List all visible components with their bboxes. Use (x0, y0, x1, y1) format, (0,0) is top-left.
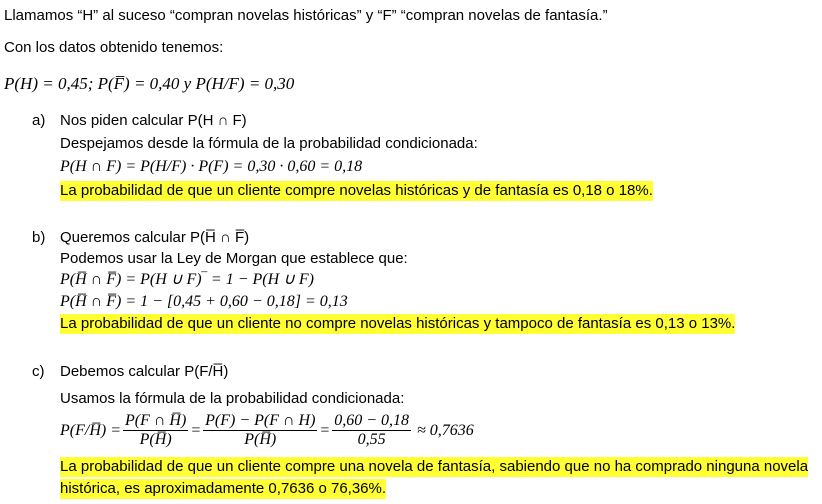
intro-line-1: Llamamos “H” al suceso “compran novelas históricas” y “F” “compran novelas de fantasía.” (4, 7, 608, 24)
part-a-label: a) (32, 112, 46, 129)
part-b-text: Podemos usar la Ley de Morgan que establece que: (60, 250, 408, 267)
fraction-2-denominator: P(H̅) (244, 431, 277, 448)
part-c-result-line-1: La probabilidad de que un cliente compre una novela de fantasía, sabiendo que no ha comprado ninguna novela (60, 458, 809, 475)
part-a-title: Nos piden calcular P(H ∩ F) (60, 112, 247, 129)
part-c-title: Debemos calcular P(F/H̅) (60, 363, 229, 380)
fraction-1-numerator: P(F ∩ H̅) (125, 412, 187, 429)
intro-line-2: Con los datos obtenido tenemos: (4, 39, 224, 56)
part-b-result: La probabilidad de que un cliente no compre novelas históricas y tampoco de fantasía es 0,13 o 13%. (60, 315, 736, 332)
fraction-2 (203, 412, 317, 449)
fraction-1-denominator: P(H̅) (139, 431, 172, 448)
part-a-text: Despejamos desde la fórmula de la probabilidad condicionada: (60, 135, 478, 152)
fraction-3-denominator: 0,55 (357, 431, 386, 448)
part-b-formula-2: P(H̅ ∩ F̅) = 1 − [0,45 + 0,60 − 0,18] = 0,13 (60, 293, 348, 310)
part-c-result-line-2: histórica, es aproximadamente 0,7636 o 76,36%. (60, 480, 387, 497)
part-b-formula-1: P(H̅ ∩ F̅) = P(H ∪ F)‾ = 1 − P(H ∪ F) (60, 271, 314, 288)
fraction-1 (123, 412, 188, 449)
fraction-3 (332, 412, 411, 449)
part-c-lhs: P(F/H̅) = (60, 421, 121, 439)
approx-value: ≈ 0,7636 (417, 421, 474, 439)
part-b-title: Queremos calcular P(H̅ ∩ F̅) (60, 229, 250, 246)
fraction-2-numerator: P(F) − P(F ∩ H) (205, 412, 316, 429)
part-a-formula: P(H ∩ F) = P(H/F) · P(F) = 0,30 · 0,60 = 0,18 (60, 158, 363, 175)
fraction-3-numerator: 0,60 − 0,18 (334, 412, 410, 429)
part-a-result: La probabilidad de que un cliente compre novelas históricas y de fantasía es 0,18 o 18%. (60, 182, 653, 199)
given-values: P(H) = 0,45; P(F̅) = 0,40 y P(H/F) = 0,30 (4, 74, 295, 93)
part-c-formula: P(F/H̅) = $\frac{P(F \cap H̅)}{P(H̅)}$ = $\frac{P(F) - P(F \cap H)}{P(H̅)}$ = $\frac{0,60 - 0,18}{0,55}$ ≈ 0,7636 (60, 412, 474, 448)
part-c-label: c) (32, 363, 45, 380)
part-b-label: b) (32, 229, 46, 246)
part-c-text: Usamos la fórmula de la probabilidad condicionada: (60, 390, 405, 407)
